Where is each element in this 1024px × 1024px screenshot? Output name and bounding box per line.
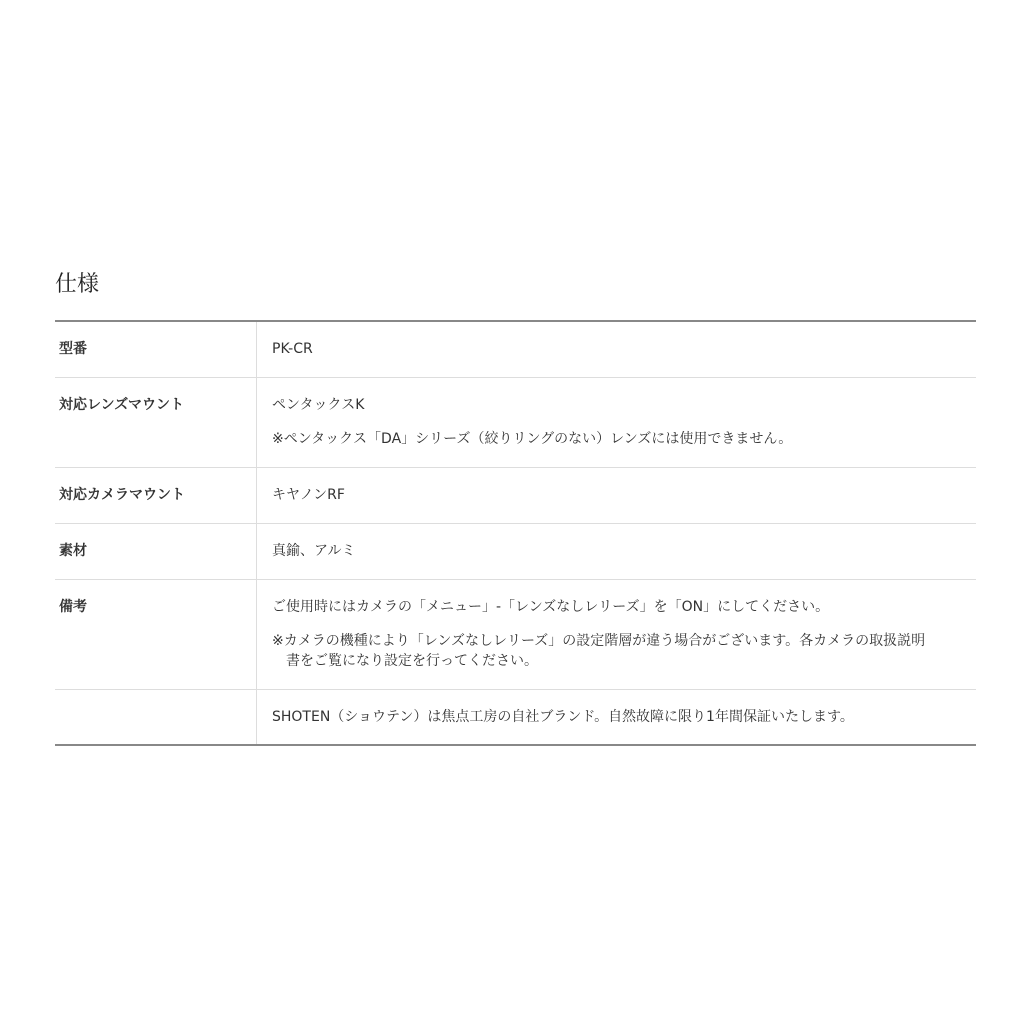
spec-section xyxy=(55,268,976,725)
remarks-note-line-2: 書をご覧になり設定を行ってください。 xyxy=(286,652,538,669)
table-row xyxy=(55,689,976,745)
remarks-note-line-1: ※カメラの機種により「レンズなしレリーズ」の設定階層が違う場合がございます。各カメラの取扱説明 xyxy=(272,632,926,649)
spec-label-lens-mount: 対応レンズマウント xyxy=(55,377,257,467)
spec-label-empty xyxy=(55,689,257,745)
spec-table xyxy=(55,320,976,746)
section-title: 仕様 xyxy=(55,272,100,297)
table-row xyxy=(55,523,976,579)
table-row xyxy=(55,377,976,467)
spec-value-lens-mount xyxy=(257,377,977,467)
spec-value-camera-mount: キヤノンRF xyxy=(257,467,977,523)
table-row xyxy=(55,579,976,689)
spec-value-remarks xyxy=(257,579,977,689)
spec-label-material: 素材 xyxy=(55,523,257,579)
table-row xyxy=(55,321,976,377)
table-row xyxy=(55,467,976,523)
spec-value-model: PK-CR xyxy=(272,341,313,357)
lens-mount-note: ※ペンタックス「DA」シリーズ（絞りリングのない）レンズには使用できません。 xyxy=(272,430,793,447)
remarks-note xyxy=(272,631,970,671)
spec-value-material: 真鍮、アルミ xyxy=(257,523,977,579)
lens-mount-value: ペンタックスK xyxy=(272,396,365,413)
spec-label-camera-mount: 対応カメラマウント xyxy=(55,467,257,523)
spec-value-warranty: SHOTEN（ショウテン）は焦点工房の自社ブランド。自然故障に限り1年間保証いたします。 xyxy=(257,689,977,745)
remarks-value: ご使用時にはカメラの「メニュー」-「レンズなしレリーズ」を「ON」にしてください。 xyxy=(272,598,830,615)
spec-label-model: 型番 xyxy=(55,321,257,377)
spec-label-remarks: 備考 xyxy=(55,579,257,689)
